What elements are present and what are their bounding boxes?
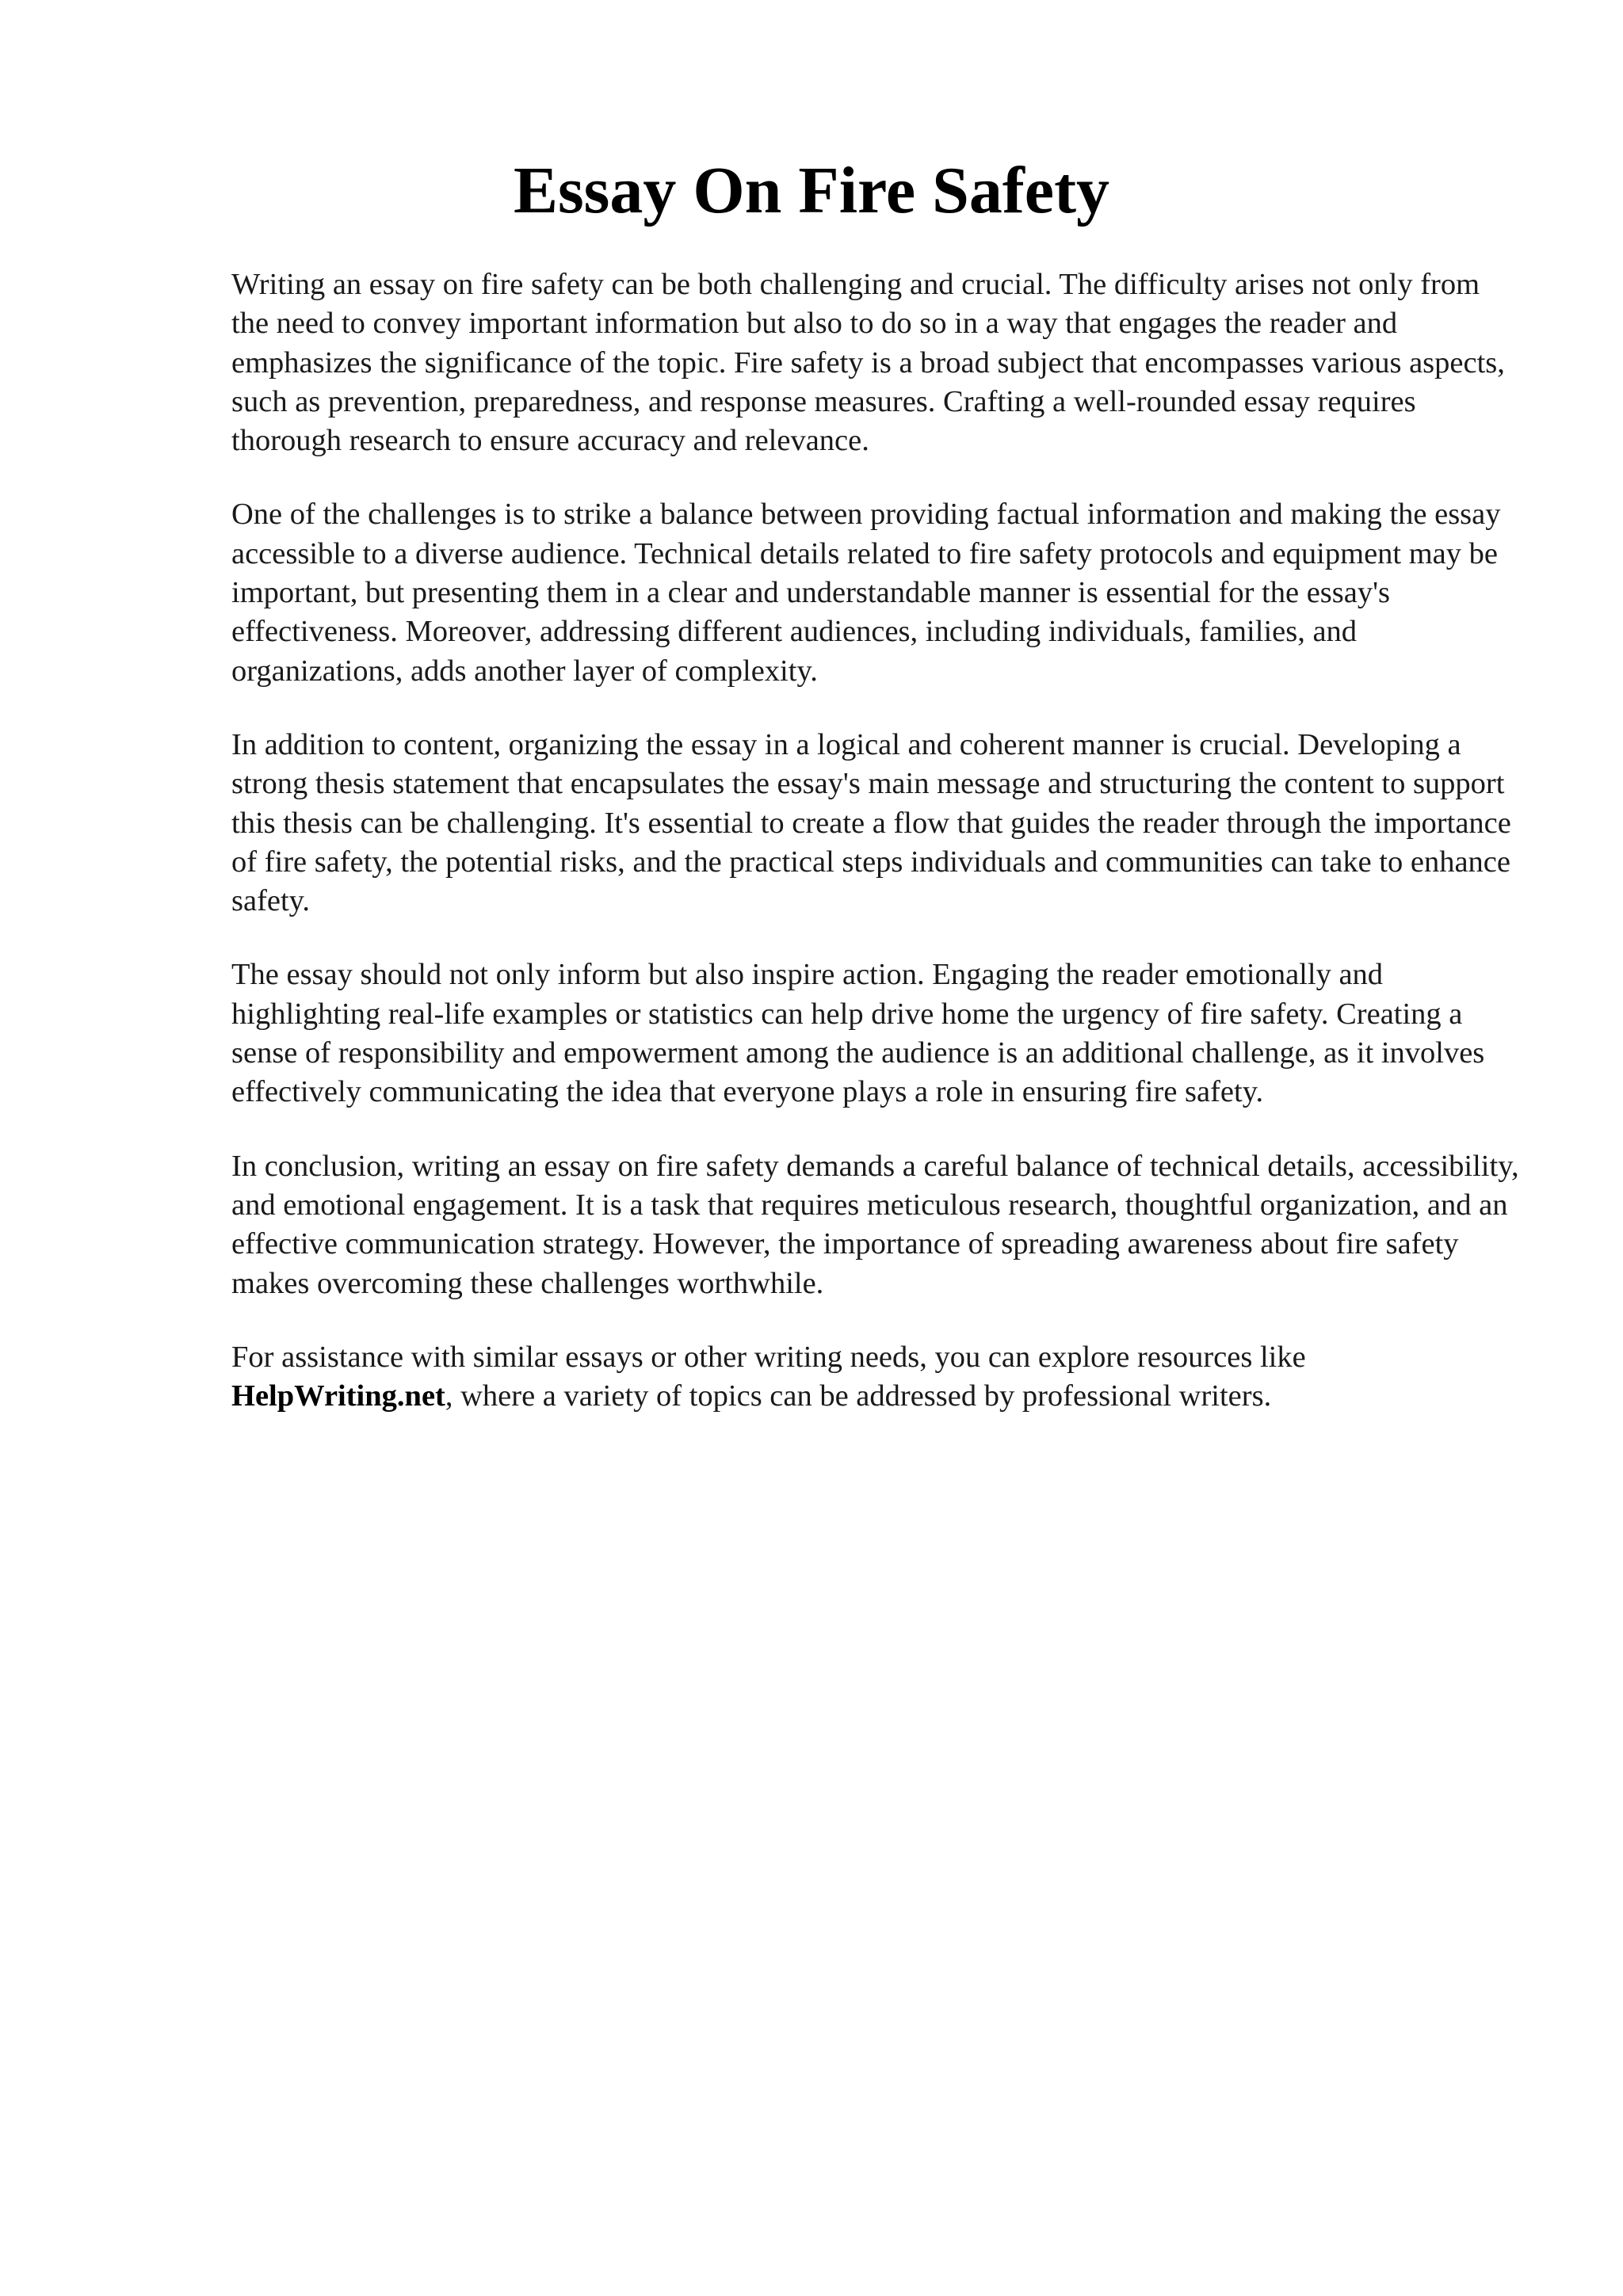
paragraph-conclusion: In conclusion, writing an essay on fire safety demands a careful balance of technical details, accessibility, and emotional engagement. It is a task that requires meticulous research, thoughtful organization, and an effective communication strategy. However, the importance of spreading awareness about fire safety makes overcoming these challenges worthwhile.	[231, 1149, 1519, 1300]
paragraph-intro: Writing an essay on fire safety can be both challenging and crucial. The difficulty arises not only from the need to convey important information but also to do so in a way that engages the reader and emphasizes the significance of the topic. Fire safety is a broad subject that encompasses various aspects, such as prevention, preparedness, and response measures. Crafting a well-rounded essay requires thorough research to ensure accuracy and relevance.	[231, 268, 1505, 458]
essay-body	[231, 265, 1523, 1451]
paragraph-closing	[231, 1338, 1523, 1417]
paragraph-organization: In addition to content, organizing the essay in a logical and coherent manner is crucial. Developing a strong thesis statement that encapsulates the essay's main message and structuring the content to support this thesis can be challenging. It's essential to create a flow that guides the reader through the importance of fire safety, the potential risks, and the practical steps individuals and communities can take to enhance safety.	[231, 727, 1511, 918]
paragraph-inspire-action: The essay should not only inform but also inspire action. Engaging the reader emotionally and highlighting real-life examples or statistics can help drive home the urgency of fire safety. Creating a sense of responsibility and empowerment among the audience is an additional challenge, as it involves effectively communicating the idea that everyone plays a role in ensuring fire safety.	[231, 958, 1485, 1109]
page-title: Essay On Fire Safety	[513, 154, 1110, 227]
closing-text-after: , where a variety of topics can be addressed by professional writers.	[445, 1379, 1272, 1413]
paragraph-challenges: One of the challenges is to strike a balance between providing factual information and making the essay accessible to a diverse audience. Technical details related to fire safety protocols and equipment may be important, but presenting them in a clear and understandable manner is essential for the essay's effectiveness. Moreover, addressing different audiences, including individuals, families, and organizations, adds another layer of complexity.	[231, 498, 1501, 688]
helpwriting-link[interactable]: HelpWriting.net	[231, 1379, 445, 1413]
closing-text-before: For assistance with similar essays or other writing needs, you can explore resources like	[231, 1340, 1306, 1374]
